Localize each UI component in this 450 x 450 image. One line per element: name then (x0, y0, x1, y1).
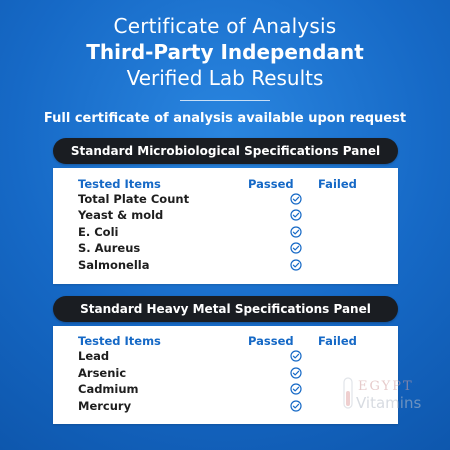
table-row (78, 399, 378, 415)
title-line-1: Certificate of Analysis (113, 14, 337, 38)
col-failed: Failed (318, 177, 357, 191)
col-failed: Failed (318, 334, 357, 348)
tested-item-label: Arsenic (78, 366, 127, 380)
tested-item-label: S. Aureus (78, 241, 141, 255)
title-divider (180, 100, 270, 101)
panel-title-microbiological: Standard Microbiological Specifications Panel (53, 138, 398, 164)
logo-line-1: EGYPT (358, 379, 414, 394)
table-row (78, 258, 378, 274)
tested-item-label: Lead (78, 349, 110, 363)
col-tested-items: Tested Items (78, 334, 161, 348)
table-row (78, 382, 378, 398)
tested-item-label: Salmonella (78, 258, 150, 272)
check-circle-icon (290, 193, 302, 205)
subtitle: Full certificate of analysis available upon request (43, 111, 407, 126)
col-passed: Passed (248, 177, 294, 191)
table-row (78, 208, 378, 224)
col-passed: Passed (248, 334, 294, 348)
panel-title-heavy-metal: Standard Heavy Metal Specifications Panel (53, 296, 398, 322)
title-line-2: Third-Party Independant (86, 40, 364, 64)
check-circle-icon (290, 209, 302, 221)
tested-item-label: Mercury (78, 399, 132, 413)
col-tested-items: Tested Items (78, 177, 161, 191)
table-row (78, 241, 378, 257)
check-circle-icon (290, 226, 302, 238)
tested-item-label: E. Coli (78, 225, 119, 239)
tested-item-label: Total Plate Count (78, 192, 190, 206)
logo-line-2: Vitamins (356, 394, 422, 412)
check-circle-icon (290, 367, 302, 379)
table-row (78, 349, 378, 365)
table-row (78, 225, 378, 241)
panel-microbiological (53, 168, 398, 284)
egypt-vitamins-logo (342, 375, 447, 417)
check-circle-icon (290, 350, 302, 362)
check-circle-icon (290, 383, 302, 395)
tested-item-label: Yeast & mold (78, 208, 164, 222)
tested-item-label: Cadmium (78, 382, 139, 396)
title-line-3: Verified Lab Results (126, 66, 324, 90)
check-circle-icon (290, 242, 302, 254)
check-circle-icon (290, 259, 302, 271)
check-circle-icon (290, 400, 302, 412)
table-row (78, 366, 378, 382)
table-row (78, 192, 378, 208)
